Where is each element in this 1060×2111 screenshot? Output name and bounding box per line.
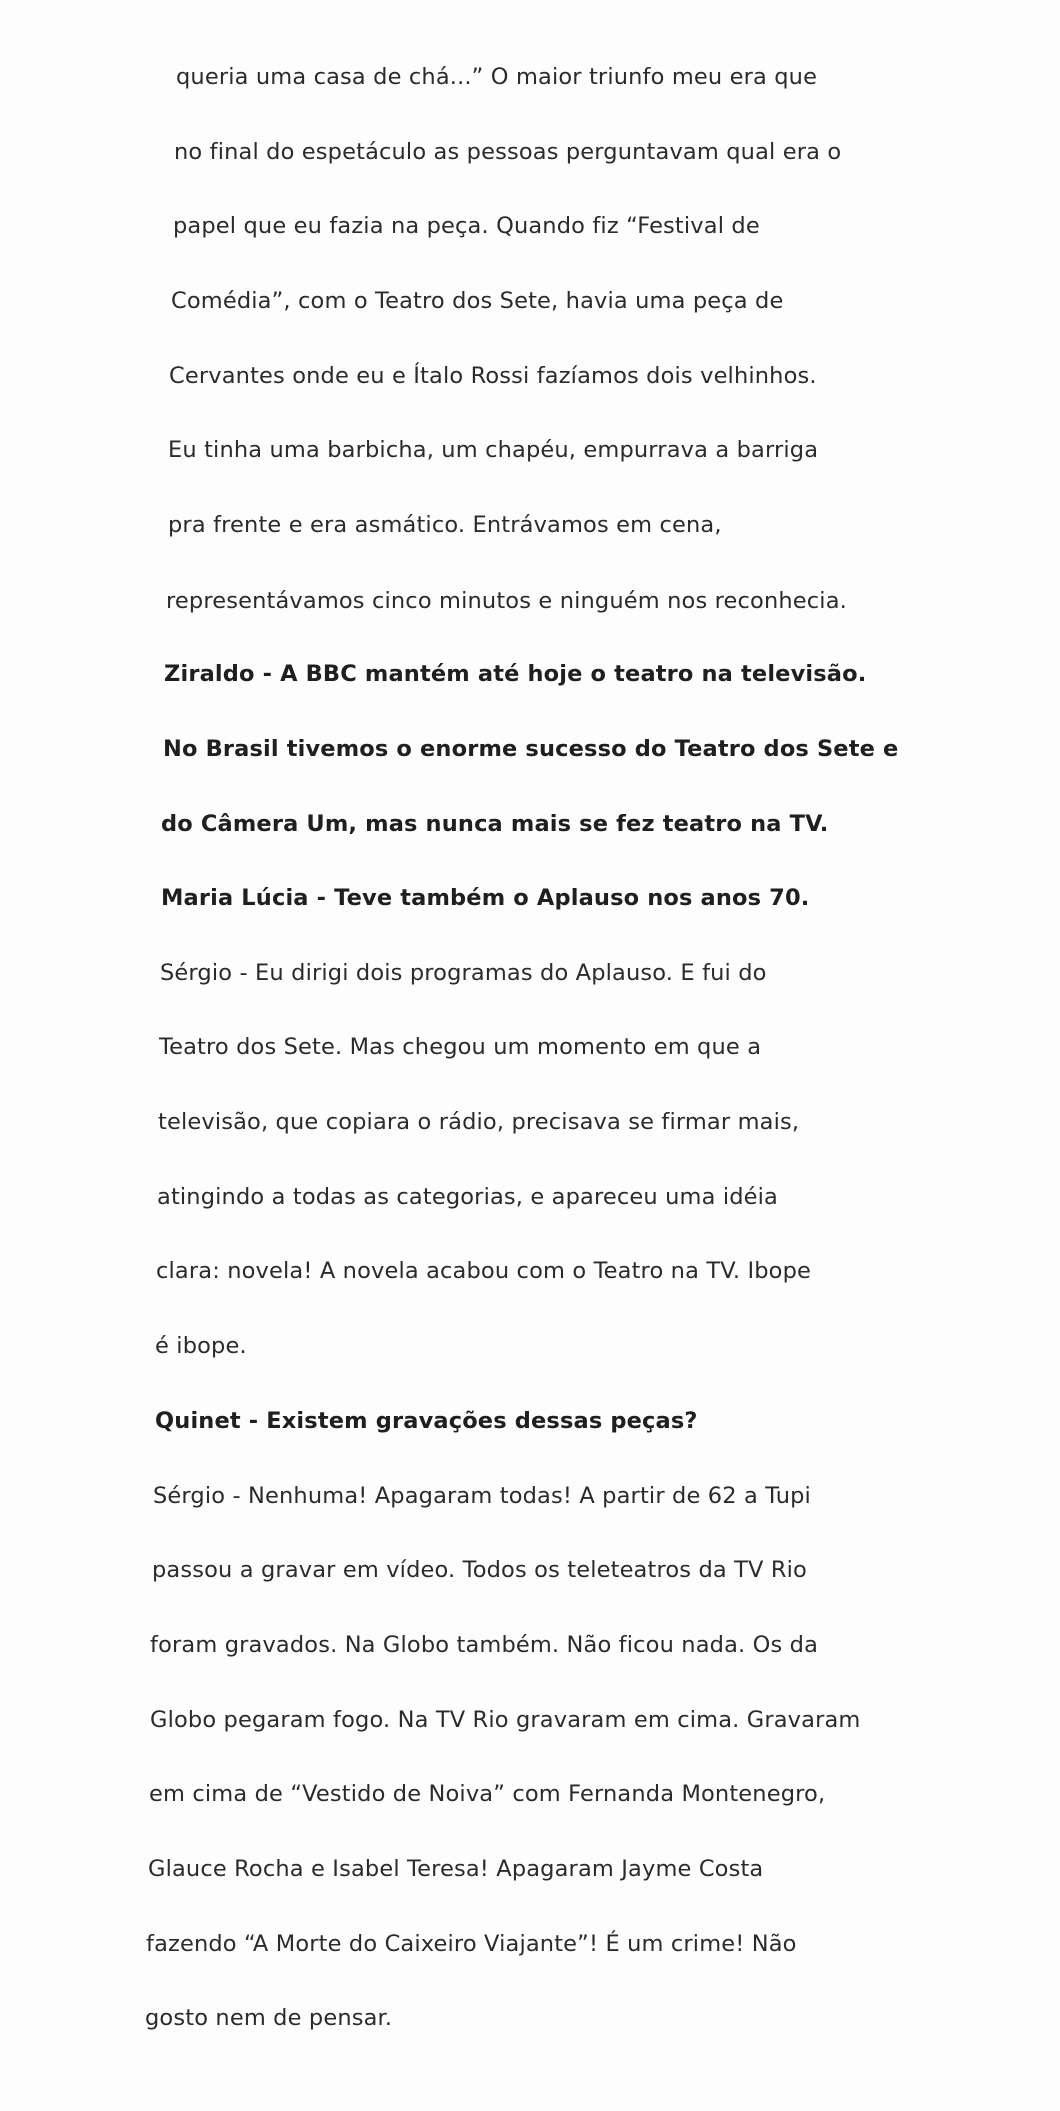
text-line: Comédia”, com o Teatro dos Sete, havia uma peça de bbox=[171, 288, 784, 314]
text-line: queria uma casa de chá...” O maior triunfo meu era que bbox=[176, 64, 818, 90]
text-line: pra frente e era asmático. Entrávamos em cena, bbox=[168, 512, 722, 538]
text-line: Globo pegaram fogo. Na TV Rio gravaram em cima. Gravaram bbox=[150, 1707, 861, 1733]
text-line-sergio: Sérgio - Nenhuma! Apagaram todas! A partir de 62 a Tupi bbox=[153, 1483, 811, 1509]
speaker-line-quinet: Quinet - Existem gravações dessas peças? bbox=[155, 1408, 698, 1434]
text-line: televisão, que copiara o rádio, precisava se firmar mais, bbox=[158, 1109, 800, 1135]
text-line: gosto nem de pensar. bbox=[145, 2005, 393, 2031]
speaker-line-maria-lucia: Maria Lúcia - Teve também o Aplauso nos anos 70. bbox=[161, 885, 810, 911]
speaker-line: No Brasil tivemos o enorme sucesso do Teatro dos Sete e bbox=[163, 736, 899, 762]
text-line: Eu tinha uma barbicha, um chapéu, empurrava a barriga bbox=[168, 437, 819, 463]
text-line: Teatro dos Sete. Mas chegou um momento em que a bbox=[159, 1034, 762, 1060]
text-line: clara: novela! A novela acabou com o Teatro na TV. Ibope bbox=[156, 1258, 812, 1284]
text-line: atingindo a todas as categorias, e apareceu uma idéia bbox=[157, 1184, 778, 1210]
text-line: fazendo “A Morte do Caixeiro Viajante”! É um crime! Não bbox=[146, 1931, 797, 1957]
text-line: foram gravados. Na Globo também. Não ficou nada. Os da bbox=[150, 1632, 819, 1658]
text-line: Cervantes onde eu e Ítalo Rossi fazíamos dois velhinhos. bbox=[169, 363, 817, 389]
text-line: Glauce Rocha e Isabel Teresa! Apagaram Jayme Costa bbox=[148, 1856, 764, 1882]
text-line: é ibope. bbox=[155, 1333, 247, 1359]
text-line: no final do espetáculo as pessoas perguntavam qual era o bbox=[174, 139, 842, 165]
text-line: representávamos cinco minutos e ninguém nos reconhecia. bbox=[166, 588, 847, 614]
text-line: passou a gravar em vídeo. Todos os teleteatros da TV Rio bbox=[152, 1557, 807, 1583]
text-line: em cima de “Vestido de Noiva” com Fernanda Montenegro, bbox=[149, 1781, 826, 1807]
speaker-line: do Câmera Um, mas nunca mais se fez teatro na TV. bbox=[161, 811, 829, 837]
text-line: papel que eu fazia na peça. Quando fiz “Festival de bbox=[173, 213, 760, 239]
text-line-sergio: Sérgio - Eu dirigi dois programas do Aplauso. E fui do bbox=[160, 960, 767, 986]
speaker-line-ziraldo: Ziraldo - A BBC mantém até hoje o teatro na televisão. bbox=[164, 661, 867, 687]
